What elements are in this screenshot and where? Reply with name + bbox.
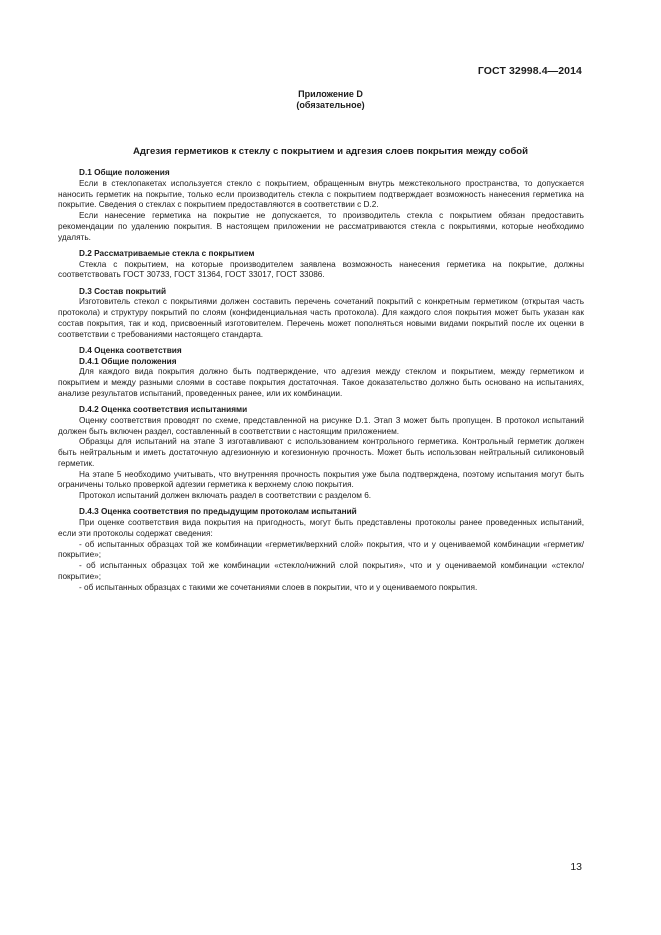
paragraph: При оценке соответствия вида покрытия на пригодность, могут быть представлены протоколы ранее проведенных испытаний, если эти протоколы содержат сведения: <box>58 518 584 538</box>
section-heading-d1: D.1 Общие положения <box>79 168 170 177</box>
document-body <box>58 168 584 593</box>
page-number: 13 <box>570 861 582 873</box>
list-item: - об испытанных образцах той же комбинации «стекло/нижний слой покрытия», что и у оцениваемой комбинации «стекло/покрытие»; <box>58 561 584 581</box>
paragraph: Если в стеклопакетах используется стекло с покрытием, обращенным внутрь межстекольного пространства, то допускается наносить герметик на покрытие, только если производитель стекла с покрытием подтверждает возможность нанесения герметика на покрытие. Сведения о стеклах с покрытием предоставляются в соответствии с D.2. <box>58 178 584 210</box>
appendix-status: (обязательное) <box>296 100 365 110</box>
list-item: - об испытанных образцах с такими же сочетаниями слоев в покрытии, что и у оцениваемого покрытия. <box>79 582 478 592</box>
appendix-title: Адгезия герметиков к стеклу с покрытием и адгезия слоев покрытия между собой <box>132 146 529 157</box>
section-heading-d41: D.4.1 Общие положения <box>79 356 177 366</box>
paragraph: Стекла с покрытием, на которые производителем заявлена возможность нанесения герметика на покрытие, должны соответствовать ГОСТ 30733, ГОСТ 31364, ГОСТ 33017, ГОСТ 33086. <box>58 259 584 280</box>
paragraph: Для каждого вида покрытия должно быть подтверждение, что адгезия между стеклом и покрытием, между герметиком и покрытием и между разными слоями в составе покрытия достаточная. Такое доказательство должно быть основано на испытаниях, анализе результатов испытаний, проведенных ранее, или их комбинации. <box>58 367 584 398</box>
paragraph: Изготовитель стекол с покрытиями должен составить перечень сочетаний покрытий с конкретным герметиком (открытая часть протокола) и структуру покрытий по слоям (конфиденциальная часть протокола). Для каждого слоя покрытия может быть указан как состав покрытия, так и код, присвоенный изготовителем. Перечень может пополняться новыми видами покрытий после их оценки в соответствии с требованиями настоящего стандарта. <box>58 297 584 339</box>
appendix-label: Приложение D <box>298 89 363 99</box>
section-heading-d43: D.4.3 Оценка соответствия по предыдущим протоколам испытаний <box>79 507 357 517</box>
appendix-heading <box>0 89 661 111</box>
section-heading-d2: D.2 Рассматриваемые стекла с покрытием <box>79 248 255 258</box>
list-item: - об испытанных образцах той же комбинации «герметик/верхний слой» покрытия, что и у оцениваемой комбинации «герметик/покрытие»; <box>58 539 584 560</box>
section-heading-d4: D.4 Оценка соответствия <box>79 345 182 355</box>
section-heading-d42: D.4.2 Оценка соответствия испытаниями <box>79 405 248 414</box>
paragraph: На этапе 5 необходимо учитывать, что внутренняя прочность покрытия уже была подтверждена, поэтому испытания могут быть ограничены только проверкой адгезии герметика к верхнему слою покрытия. <box>58 469 584 490</box>
paragraph: Протокол испытаний должен включать раздел в соответствии с разделом 6. <box>79 491 372 500</box>
paragraph: Образцы для испытаний на этапе 3 изготавливают с использованием контрольного герметика. Контрольный герметик должен быть нейтральным и иметь достаточную адгезионную и когезионную прочность. Может быть использован нейтральный силиконовый герметик. <box>58 437 584 468</box>
paragraph: Если нанесение герметика на покрытие не допускается, то производитель стекла с покрытием обязан предоставить рекомендации по удалению покрытия. В настоящем приложении не рассматриваются стекла с покрытиями, которые необходимо удалять. <box>58 211 584 242</box>
paragraph: Оценку соответствия проводят по схеме, представленной на рисунке D.1. Этап 3 может быть пропущен. В протокол испытаний должен быть включен раздел, составленный в соответствии с настоящим приложением. <box>58 415 584 436</box>
section-heading-d3: D.3 Состав покрытий <box>79 286 167 296</box>
document-number: ГОСТ 32998.4—2014 <box>477 65 582 77</box>
